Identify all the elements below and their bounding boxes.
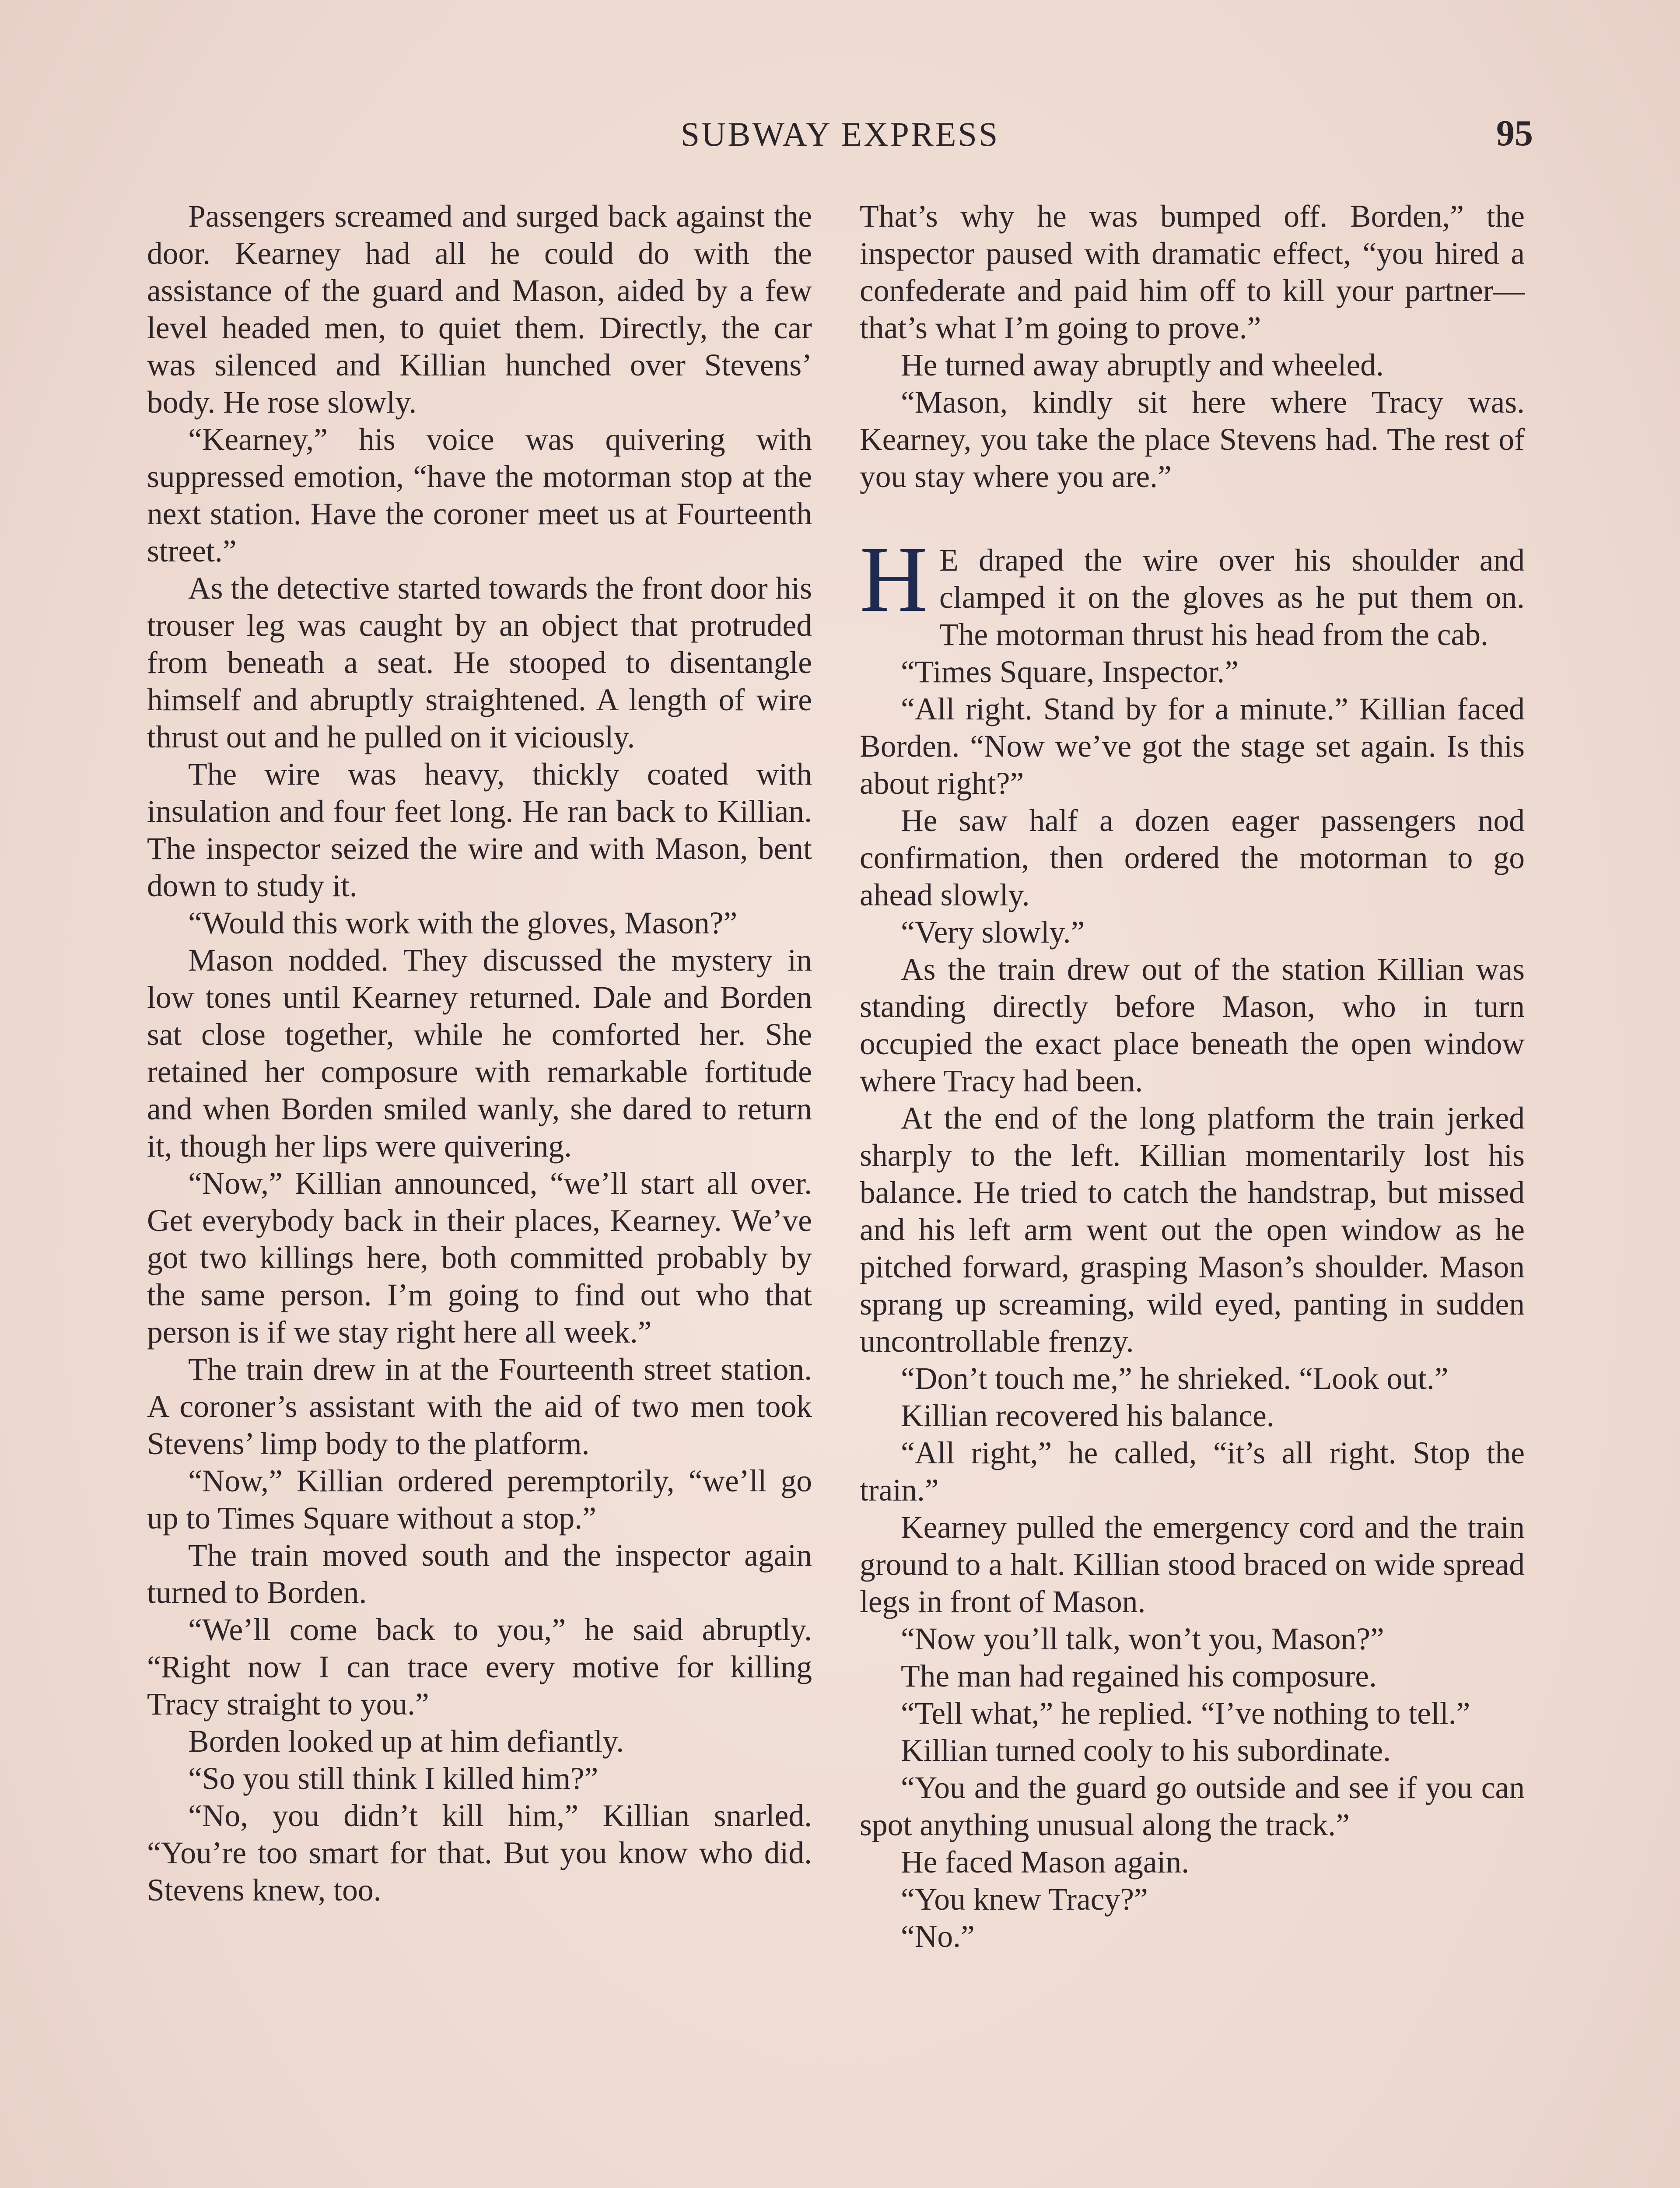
body-paragraph: Killian turned cooly to his subordinate. — [901, 1733, 1391, 1768]
body-paragraph: “All right,” he called, “it’s all right. Stop the train.” — [860, 1436, 1525, 1508]
body-paragraph: “You and the guard go outside and see if you can spot anything unusual along the track.” — [860, 1771, 1525, 1842]
body-paragraph: “Now,” Killian announced, “we’ll start all over. Get everybody back in their places, Kearney. We’ve got two killings here, both committed probably by the same person. I’m going to find out who that person is if we stay right here all week.” — [147, 1166, 812, 1350]
running-title: SUBWAY EXPRESS — [680, 115, 1000, 153]
body-paragraph: “We’ll come back to you,” he said abruptly. “Right now I can trace every motive for killing Tracy straight to you.” — [147, 1613, 812, 1722]
dropcap-paragraph — [860, 527, 1525, 653]
body-paragraph: Kearney pulled the emergency cord and the train ground to a halt. Killian stood braced on wide spread legs in front of Mason. — [860, 1510, 1525, 1619]
body-paragraph: He faced Mason again. — [901, 1845, 1190, 1879]
body-paragraph: As the train drew out of the station Killian was standing directly before Mason, who in turn occupied the exact place beneath the open window where Tracy had been. — [860, 952, 1525, 1098]
body-paragraph: “You knew Tracy?” — [901, 1882, 1148, 1917]
drop-cap-letter: H — [860, 527, 928, 631]
body-paragraph: As the detective started towards the front door his trouser leg was caught by an object that protruded from beneath a seat. He stooped to disentangle himself and abruptly straightened. A length of wire thrust out and he pulled on it viciously. — [147, 571, 812, 754]
body-paragraph: “Now,” Killian ordered peremptorily, “we’ll go up to Times Square without a stop.” — [147, 1464, 812, 1536]
body-paragraph: “Times Square, Inspector.” — [901, 655, 1239, 689]
body-paragraph: The man had regained his composure. — [901, 1659, 1377, 1694]
body-paragraph: That’s why he was bumped off. Borden,” the inspector paused with dramatic effect, “you hired a confederate and paid him off to kill your partner—that’s what I’m going to prove.” — [860, 199, 1525, 345]
page-number: 95 — [1496, 113, 1533, 154]
body-paragraph: The train drew in at the Fourteenth street station. A coroner’s assistant with the aid of two men took Stevens’ limp body to the platform. — [147, 1352, 812, 1461]
body-paragraph: “Kearney,” his voice was quivering with suppressed emotion, “have the motorman stop at the next station. Have the coroner meet us at Fourteenth street.” — [147, 422, 812, 568]
section-break — [860, 495, 1525, 542]
body-paragraph: “So you still think I killed him?” — [188, 1761, 598, 1796]
body-paragraph: Borden looked up at him defiantly. — [188, 1724, 624, 1759]
dropcap-paragraph-text: E draped the wire over his shoulder and clamped it on the gloves as he put them on. The motorman thrust his head from the cab. — [939, 543, 1525, 652]
body-paragraph: “Tell what,” he replied. “I’ve nothing to tell.” — [901, 1696, 1470, 1731]
body-paragraph: He turned away abruptly and wheeled. — [901, 348, 1384, 382]
body-paragraph: “No, you didn’t kill him,” Killian snarled. “You’re too smart for that. But you know who did. Stevens knew, too. — [147, 1799, 812, 1907]
body-paragraph: “Mason, kindly sit here where Tracy was. Kearney, you take the place Stevens had. The rest of you stay where you are.” — [860, 385, 1525, 494]
body-paragraph: The wire was heavy, thickly coated with insulation and four feet long. He ran back to Killian. The inspector seized the wire and with Mason, bent down to study it. — [147, 757, 812, 903]
body-paragraph: Killian recovered his balance. — [901, 1399, 1274, 1433]
body-paragraph: He saw half a dozen eager passengers nod confirmation, then ordered the motorman to go ahead slowly. — [860, 803, 1525, 912]
body-paragraph: Passengers screamed and surged back against the door. Kearney had all he could do with the assistance of the guard and Mason, aided by a few level headed men, to quiet them. Directly, the car was silenced and Killian hunched over Stevens’ body. He rose slowly. — [147, 199, 812, 420]
body-paragraph: “Don’t touch me,” he shrieked. “Look out.” — [901, 1361, 1449, 1396]
body-paragraph: “Now you’ll talk, won’t you, Mason?” — [901, 1622, 1384, 1656]
body-paragraph: Mason nodded. They discussed the mystery in low tones until Kearney returned. Dale and Borden sat close together, while he comforted her. She retained her composure with remarkable fortitude and when Borden smiled wanly, she dared to return it, though her lips were quivering. — [147, 943, 812, 1164]
body-paragraph: “No.” — [901, 1919, 975, 1954]
body-paragraph: At the end of the long platform the train jerked sharply to the left. Killian momentarily lost his balance. He tried to catch the handstrap, but missed and his left arm went out the open window as he pitched forward, grasping Mason’s shoulder. Mason sprang up screaming, wild eyed, panting in sudden uncontrollable frenzy. — [860, 1101, 1525, 1359]
body-paragraph: “Would this work with the gloves, Mason?” — [188, 906, 738, 940]
body-paragraph: “All right. Stand by for a minute.” Killian faced Borden. “Now we’ve got the stage set again. Is this about right?” — [860, 692, 1525, 801]
body-paragraph: The train moved south and the inspector again turned to Borden. — [147, 1538, 812, 1610]
left-column — [147, 198, 812, 2188]
right-column — [860, 198, 1525, 2188]
body-paragraph: “Very slowly.” — [901, 915, 1085, 950]
